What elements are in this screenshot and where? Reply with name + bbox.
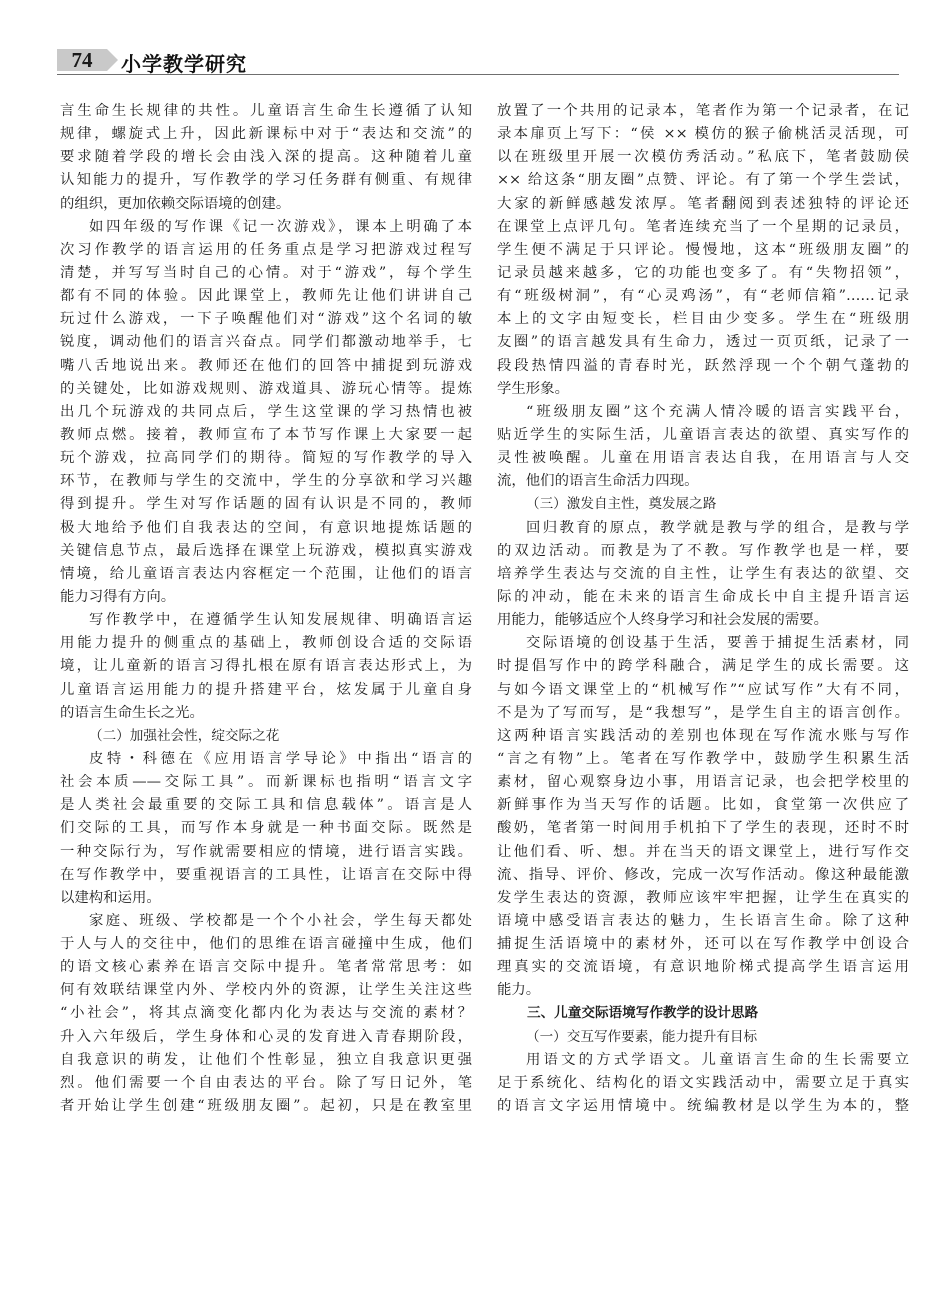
text-line: 不是为了写而写，是“我想写”，是学生自主的语言创作。 (497, 704, 909, 721)
text-line: 烈。他们需要一个自由表达的平台。除了写日记外，笔 (60, 1074, 472, 1091)
text-line: 语境中感受语言表达的魅力，生长语言生命。除了这种 (497, 912, 909, 929)
paragraph-last-line: 用能力，能够适应个人终身学习和社会发展的需要。 (497, 612, 828, 629)
text-line: 规律，螺旋式上升，因此新课标中对于“表达和交流”的 (60, 126, 472, 143)
text-line: 在写作教学中，要重视语言的工具性，让语言在交际中得 (60, 866, 472, 883)
text-line: 这两种语言实践活动的差别也体现在写作流水账与写作 (497, 727, 909, 744)
text-line: 环节，在教师与学生的交流中，学生的分享欲和学习兴趣 (60, 473, 472, 490)
page-header (57, 46, 899, 76)
text-line: 酸奶，笔者第一时间用手机拍下了学生的表现，还时不时 (497, 820, 909, 837)
text-line: “言之有物”上。笔者在写作教学中，鼓励学生积累生活 (497, 750, 909, 767)
section-subheading: （一）交互写作要素，能力提升有目标 (526, 1028, 758, 1045)
page-number: 74 (57, 49, 107, 71)
paragraph-last-line: 能力。 (497, 982, 541, 999)
section-subheading: （二）加强社会性，绽交际之花 (89, 727, 280, 744)
text-line: 放置了一个共用的记录本，笔者作为第一个记录者，在记 (497, 103, 909, 119)
paragraph-first-line: 写作教学中，在遵循学生认知发展规律、明确语言运 (89, 612, 472, 629)
text-line: 的双边活动。而教是为了不教。写作教学也是一样，要 (497, 542, 909, 559)
text-line: “小社会”，将其点滴变化都内化为表达与交流的素材？ (60, 1005, 472, 1022)
paragraph-first-line: “班级朋友圈”这个充满人情冷暖的语言实践平台， (526, 403, 909, 420)
paragraph-first-line: 交际语境的创设基于生活，要善于捕捉生活素材，同 (526, 635, 909, 652)
paragraph-first-line: 皮特・科德在《应用语言学导论》中指出“语言的 (89, 750, 472, 767)
text-line: 何有效联结课堂内外、学校内外的资源，让学生关注这些 (60, 982, 472, 999)
text-line: 是人类社会最重要的交际工具和信息载体”。语言是人 (60, 797, 472, 814)
text-line: 的语言文字运用情境中。统编教材是以学生为本的，整 (497, 1098, 909, 1115)
text-line: 理真实的交流语境，有意识地阶梯式提高学生语言运用 (497, 959, 909, 976)
text-line: 情境，给儿童语言表达内容框定一个范围，让他们的语言 (60, 565, 472, 582)
paragraph-last-line: 流，他们的语言生命活力四现。 (497, 473, 699, 490)
text-line: 教师点燃。接着，教师宣布了本节写作课上大家要一起 (60, 426, 472, 443)
text-line: 捕捉生活语境中的素材外，还可以在写作教学中创设合 (497, 936, 909, 953)
text-line: 本上的文字由短变长，栏目由少变多。学生在“班级朋 (497, 311, 909, 328)
text-line: 际的冲动，能在未来的语言生命成长中自主提升语言运 (497, 588, 909, 605)
text-line: 的关键处，比如游戏规则、游戏道具、游玩心情等。提炼 (60, 380, 472, 397)
text-line: 在课堂上点评几句。笔者连续充当了一个星期的记录员， (497, 218, 909, 235)
text-line: 以在班级里开展一次模仿秀活动。”私底下，笔者鼓励侯 (497, 149, 909, 166)
text-line: 素材，留心观察身边小事，用语言记录，也会把学校里的 (497, 774, 909, 791)
paragraph-last-line: 的组织，更加依赖交际语境的创建。 (60, 195, 291, 212)
text-line: 极大地给予他们自我表达的空间，有意识地提炼话题的 (60, 519, 472, 536)
section-heading: 三、儿童交际语境写作教学的设计思路 (527, 1005, 759, 1022)
text-line: 社会本质——交际工具”。而新课标也指明“语言文字 (60, 774, 472, 791)
text-line: 学生便不满足于只评论。慢慢地，这本“班级朋友圈”的 (497, 241, 909, 258)
text-line: 培养学生表达与交流的自主性，让学生有表达的欲望、交 (497, 565, 909, 582)
text-line: 用能力提升的侧重点的基础上，教师创设合适的交际语 (60, 635, 472, 652)
text-line: 流、指导、评价、修改，完成一次写作活动。像这种最能激 (497, 866, 909, 883)
text-line: 玩个游戏，拉高同学们的期待。简短的写作教学的导入 (60, 450, 472, 467)
text-line: 都有不同的体验。因此课堂上，教师先让他们讲讲自己 (60, 288, 472, 305)
left-column (60, 100, 472, 1118)
journal-title: 小学教学研究 (121, 52, 247, 76)
text-line: 锐度，调动他们的语言兴奋点。同学们都激动地举手，七 (60, 334, 472, 351)
paragraph-first-line: 家庭、班级、学校都是一个个小社会，学生每天都处 (89, 912, 472, 929)
text-line: 段段热情四溢的青春时光，跃然浮现一个个朝气蓬勃的 (497, 357, 909, 374)
text-line: 们交际的工具，而写作本身就是一种书面交际。既然是 (60, 820, 472, 837)
paragraph-last-line: 的语言生命生长之光。 (60, 704, 204, 721)
text-line: 自我意识的萌发，让他们个性彰显，独立自我意识更强 (60, 1051, 472, 1068)
text-line: 境，让儿童新的语言习得扎根在原有语言表达形式上，为 (60, 658, 472, 675)
text-line: 出几个玩游戏的共同点后，学生这堂课的学习热情也被 (60, 403, 472, 420)
text-line: 与如今语文课堂上的“机械写作”“应试写作”大有不同， (497, 681, 909, 698)
text-line: 者开始让学生创建“班级朋友圈”。起初，只是在教室里 (60, 1098, 472, 1115)
text-line: 发学生表达的资源，教师应该牢牢把握，让学生在真实的 (497, 889, 909, 906)
text-line: 儿童语言运用能力的提升搭建平台，炫发属于儿童自身 (60, 681, 472, 698)
text-line: 的语文核心素养在语言交际中提升。笔者常常思考：如 (60, 959, 472, 976)
text-line: 要求随着学段的增长会由浅入深的提高。这种随着儿童 (60, 149, 472, 166)
paragraph-first-line: 如四年级的写作课《记一次游戏》，课本上明确了本 (89, 218, 472, 235)
paragraph-last-line: 学生形象。 (497, 380, 569, 397)
text-line: 友圈”的语言越发具有生命力，透过一页页纸，记录了一 (497, 334, 909, 351)
text-line: 一种交际行为，写作就需要相应的情境，进行语言实践。 (60, 843, 472, 860)
header-rule (57, 74, 899, 75)
text-line: 足于系统化、结构化的语文实践活动中，需要立足于真实 (497, 1074, 909, 1091)
text-line: 玩过什么游戏，一下子唤醒他们对“游戏”这个名词的敏 (60, 311, 472, 328)
paragraph-first-line: 回归教育的原点，教学就是教与学的组合，是教与学 (526, 519, 909, 536)
text-line: 有“班级树洞”，有“心灵鸡汤”，有“老师信箱”……记录 (497, 288, 909, 305)
text-line: 认知能力的提升，写作教学的学习任务群有侧重、有规律 (60, 172, 472, 189)
text-line: 时提倡写作中的跨学科融合，满足学生的成长需要。这 (497, 658, 909, 675)
section-subheading: （三）激发自主性，奠发展之路 (526, 496, 717, 513)
text-line: 于人与人的交往中，他们的思维在语言碰撞中生成，他们 (60, 936, 472, 953)
text-line: 得到提升。学生对写作话题的固有认识是不同的，教师 (60, 496, 472, 513)
text-line: 让他们看、听、想。并在当天的语文课堂上，进行写作交 (497, 843, 909, 860)
paragraph-first-line: 用语文的方式学语文。儿童语言生命的生长需要立 (526, 1051, 909, 1068)
text-line: ×× 给这条“朋友圈”点赞、评论。有了第一个学生尝试， (497, 172, 909, 189)
text-line: 录本扉页上写下：“侯 ×× 模仿的猴子偷桃活灵活现，可 (497, 126, 909, 143)
paragraph-last-line: 能力习得有方向。 (60, 588, 176, 605)
text-line: 新鲜事作为当天写作的话题。比如，食堂第一次供应了 (497, 797, 909, 814)
text-line: 大家的新鲜感越发浓厚。笔者翻阅到表述独特的评论还 (497, 195, 909, 212)
text-line: 言生命生长规律的共性。儿童语言生命生长遵循了认知 (60, 103, 472, 119)
text-line: 次习作教学的语言运用的任务重点是学习把游戏过程写 (60, 241, 472, 258)
text-line: 记录员越来越多，它的功能也变多了。有“失物招领”， (497, 264, 909, 281)
text-line: 升入六年级后，学生身体和心灵的发育进入青春期阶段， (60, 1028, 472, 1045)
text-line: 灵性被唤醒。儿童在用语言表达自我，在用语言与人交 (497, 450, 909, 467)
text-line: 嘴八舌地说出来。教师还在他们的回答中捕捉到玩游戏 (60, 357, 472, 374)
right-column (497, 100, 909, 1118)
text-line: 贴近学生的实际生活，儿童语言表达的欲望、真实写作的 (497, 426, 909, 443)
paragraph-last-line: 以建构和运用。 (60, 889, 161, 906)
text-line: 关键信息节点，最后选择在课堂上玩游戏，模拟真实游戏 (60, 542, 472, 559)
text-line: 清楚，并写写当时自己的心情。对于“游戏”，每个学生 (60, 264, 472, 281)
